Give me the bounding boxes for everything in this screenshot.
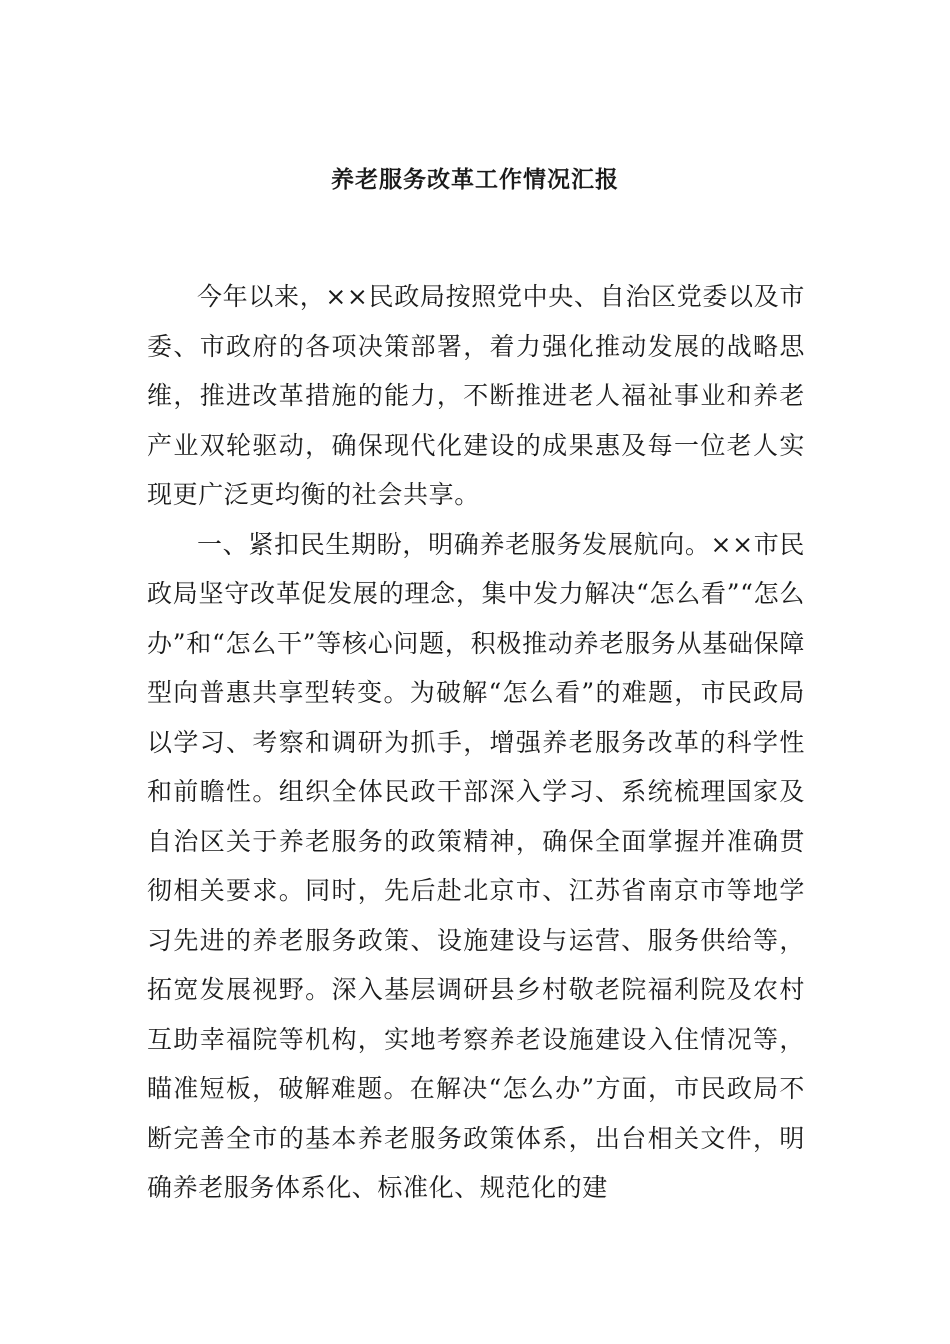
paragraph-section-one: 一、紧扣民生期盼，明确养老服务发展航向。××市民政局坚守改革促发展的理念，集中发力解决“怎么看”“怎么办”和“怎么干”等核心问题，积极推动养老服务从基础保障型向普惠共享型转变。为破解“怎么看”的难题，市民政局以学习、考察和调研为抓手，增强养老服务改革的科学性和前瞻性。组织全体民政干部深入学习、系统梳理国家及自治区关于养老服务的政策精神，确保全面掌握并准确贯彻相关要求。同时，先后赴北京市、江苏省南京市等地学习先进的养老服务政策、设施建设与运营、服务供给等，拓宽发展视野。深入基层调研县乡村敬老院福利院及农村互助幸福院等机构，实地考察养老设施建设入住情况等，瞄准短板，破解难题。在解决“怎么办”方面，市民政局不断完善全市的基本养老服务政策体系，出台相关文件，明确养老服务体系化、标准化、规范化的建 — [147, 529, 805, 1202]
paragraph-intro: 今年以来，××民政局按照党中央、自治区党委以及市委、市政府的各项决策部署，着力强化推动发展的战略思维，推进改革措施的能力，不断推进老人福祉事业和养老产业双轮驱动，确保现代化建设的成果惠及每一位老人实现更广泛更均衡的社会共享。 — [147, 282, 805, 509]
document-title: 养老服务改革工作情况汇报 — [331, 166, 619, 193]
document-body — [147, 272, 805, 1213]
